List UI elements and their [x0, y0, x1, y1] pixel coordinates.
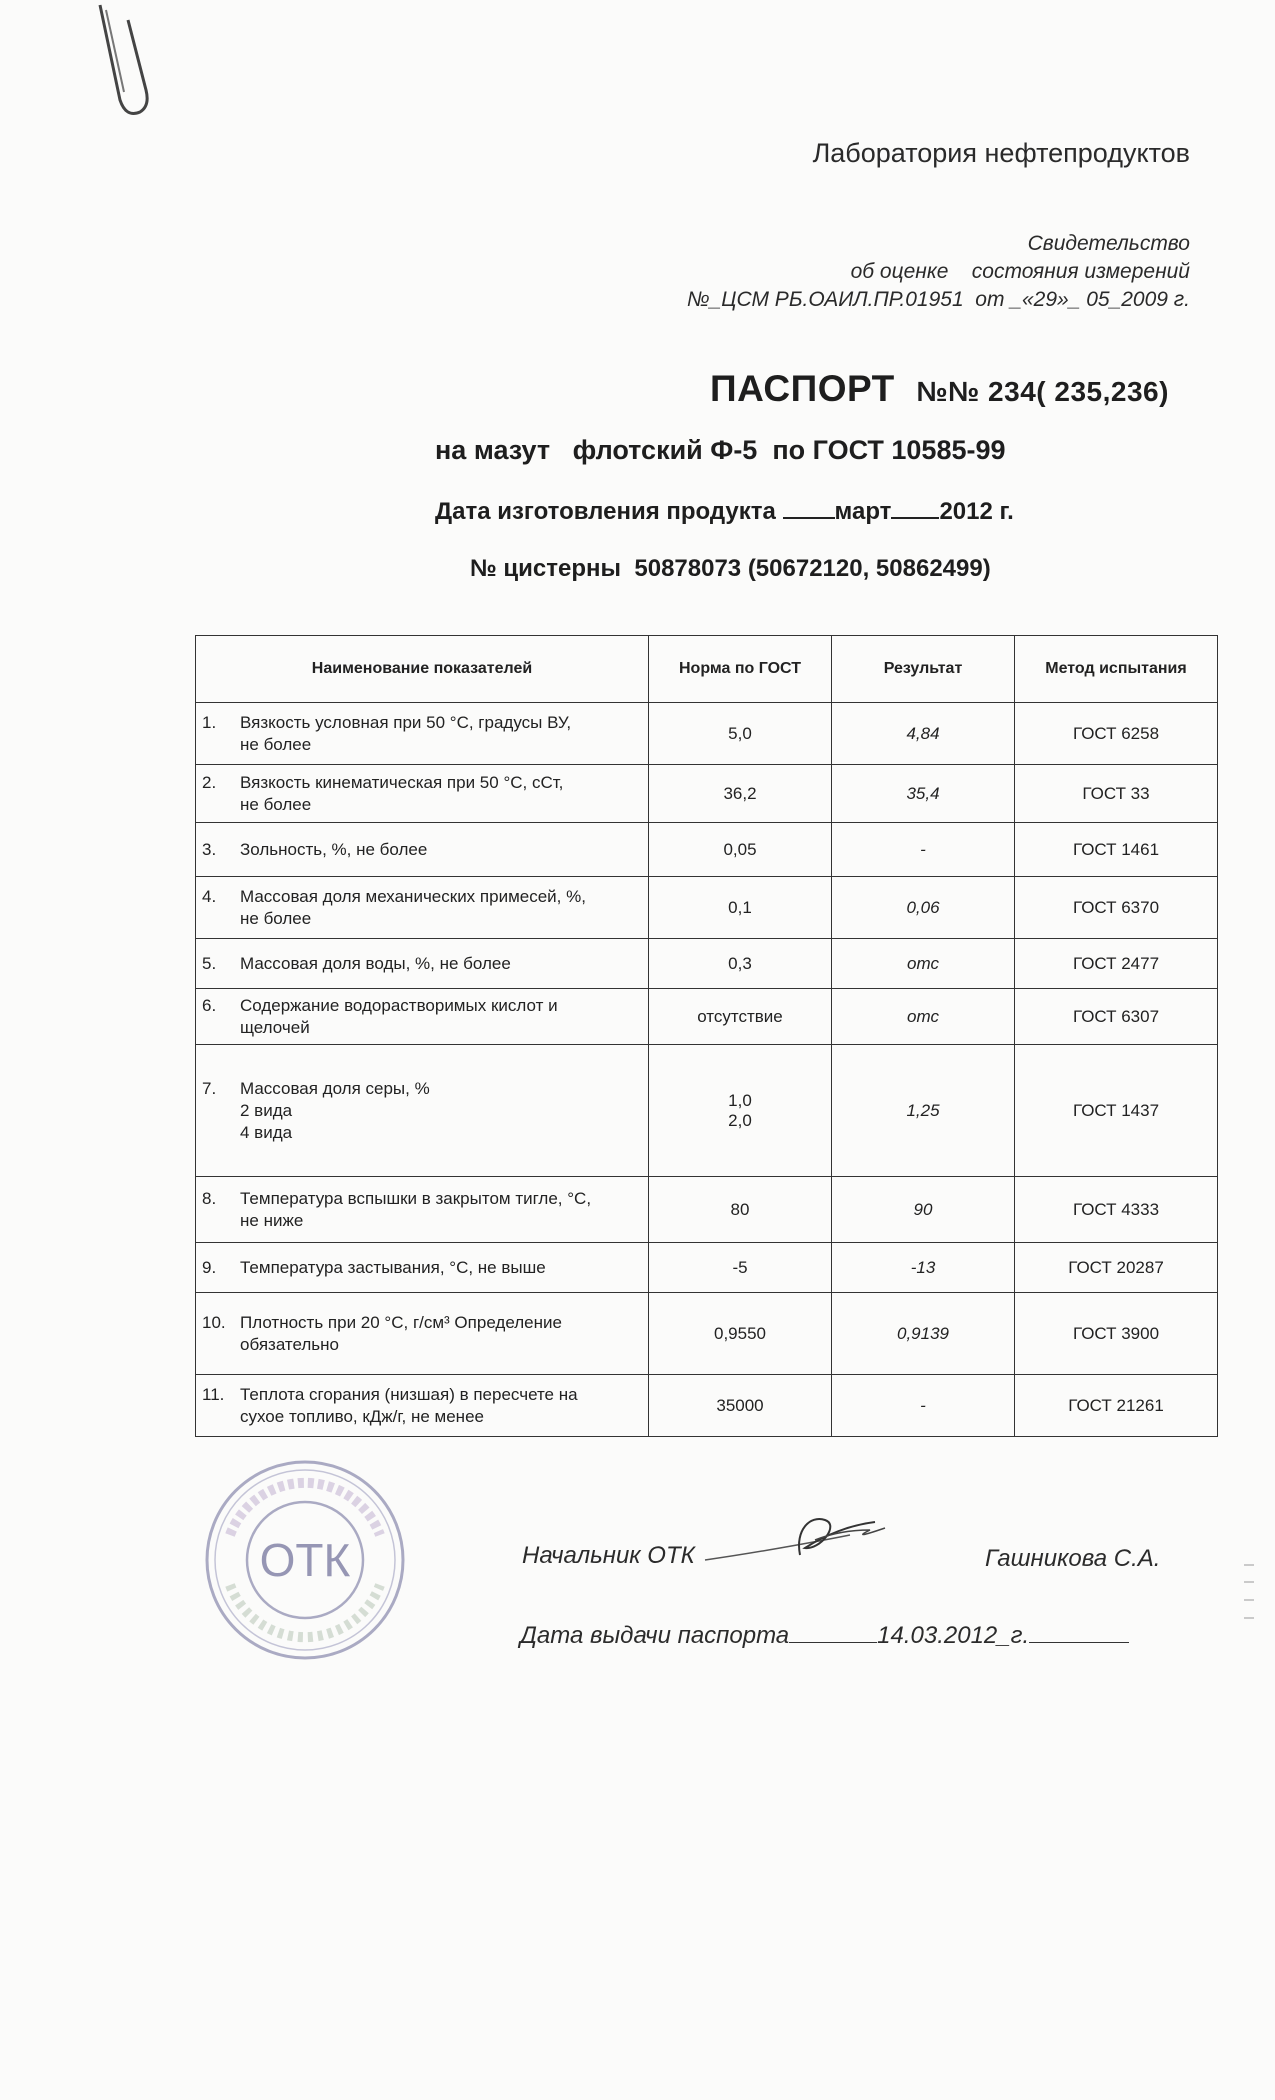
row-norm: 0,05 [649, 823, 832, 877]
issue-date-line [520, 1622, 1129, 1650]
row-method: ГОСТ 33 [1015, 765, 1218, 823]
row-result: 90 [832, 1177, 1015, 1243]
signatory-name: Гашникова С.А. [985, 1545, 1161, 1572]
row-result: 1,25 [832, 1045, 1015, 1177]
row-name: 4. Массовая доля механических примесей, %, не более [196, 877, 649, 939]
table-row [196, 989, 1218, 1045]
row-method: ГОСТ 3900 [1015, 1293, 1218, 1375]
row-method: ГОСТ 20287 [1015, 1243, 1218, 1293]
row-result: -13 [832, 1243, 1015, 1293]
certificate-block [570, 230, 1190, 314]
row-name: 5. Массовая доля воды, %, не более [196, 939, 649, 989]
production-date-month: март [834, 498, 892, 525]
row-result: 35,4 [832, 765, 1015, 823]
certificate-line-2: об оценке состояния измерений [850, 260, 1190, 283]
row-name: 8. Температура вспышки в закрытом тигле, °С, не ниже [196, 1177, 649, 1243]
row-norm: 80 [649, 1177, 832, 1243]
row-norm: 0,9550 [649, 1293, 832, 1375]
table-row [196, 1375, 1218, 1437]
row-method: ГОСТ 1461 [1015, 823, 1218, 877]
row-name: 10. Плотность при 20 °С, г/см³ Определение обязательно [196, 1293, 649, 1375]
table-row [196, 877, 1218, 939]
stamp-text: ОТК [259, 1534, 351, 1586]
header-method: Метод испытания [1015, 636, 1218, 703]
table-row [196, 1293, 1218, 1375]
table-row [196, 823, 1218, 877]
table-row [196, 765, 1218, 823]
row-method: ГОСТ 6258 [1015, 703, 1218, 765]
certificate-line-3: №_ЦСМ РБ.ОАИЛ.ПР.01951 от _«29»_ 05_2009 г. [686, 288, 1190, 311]
production-date-label: Дата изготовления продукта [435, 498, 776, 525]
paper-clip-icon [90, 0, 160, 125]
product-subtitle: на мазут флотский Ф-5 по ГОСТ 10585-99 [435, 435, 1006, 465]
row-method: ГОСТ 21261 [1015, 1375, 1218, 1437]
row-method: ГОСТ 6370 [1015, 877, 1218, 939]
tank-numbers: № цистерны 50878073 (50672120, 50862499) [470, 555, 991, 582]
parameters-table [195, 635, 1218, 1437]
header-norm: Норма по ГОСТ [649, 636, 832, 703]
row-name: 1. Вязкость условная при 50 °С, градусы ВУ, не более [196, 703, 649, 765]
passport-heading [710, 368, 1169, 410]
row-norm: -5 [649, 1243, 832, 1293]
otk-stamp-icon [200, 1455, 410, 1665]
row-result: отс [832, 939, 1015, 989]
row-result: 0,06 [832, 877, 1015, 939]
header-result: Результат [832, 636, 1015, 703]
row-norm: 36,2 [649, 765, 832, 823]
table-header-row [196, 636, 1218, 703]
table-row [196, 1243, 1218, 1293]
certificate-line-1: Свидетельство [1027, 232, 1190, 255]
row-norm: 1,0 2,0 [649, 1045, 832, 1177]
production-date-year: 2012 г. [939, 498, 1014, 525]
row-norm: 35000 [649, 1375, 832, 1437]
row-method: ГОСТ 2477 [1015, 939, 1218, 989]
table-row [196, 1045, 1218, 1177]
passport-title: ПАСПОРТ [710, 368, 895, 409]
row-method: ГОСТ 1437 [1015, 1045, 1218, 1177]
issue-date-label: Дата выдачи паспорта [520, 1622, 790, 1649]
table-row [196, 703, 1218, 765]
passport-number: №№ 234( [916, 376, 1047, 407]
production-date-line [435, 497, 1014, 526]
table-row [196, 939, 1218, 989]
row-name: 9. Температура застывания, °С, не выше [196, 1243, 649, 1293]
header-name: Наименование показателей [196, 636, 649, 703]
row-norm: 5,0 [649, 703, 832, 765]
row-name: 2. Вязкость кинематическая при 50 °С, сСт, не более [196, 765, 649, 823]
row-norm: 0,3 [649, 939, 832, 989]
table-row [196, 1177, 1218, 1243]
lab-title: Лаборатория нефтепродуктов [812, 138, 1190, 168]
passport-number-rest: 235,236) [1046, 376, 1169, 407]
row-name: 6. Содержание водорастворимых кислот и щелочей [196, 989, 649, 1045]
row-result: отс [832, 989, 1015, 1045]
row-norm: 0,1 [649, 877, 832, 939]
row-name: 11. Теплота сгорания (низшая) в пересчете на сухое топливо, кДж/г, не менее [196, 1375, 649, 1437]
row-name: 7. Массовая доля серы, % 2 вида 4 вида [196, 1045, 649, 1177]
row-name: 3. Зольность, %, не более [196, 823, 649, 877]
signature-role: Начальник ОТК [522, 1542, 695, 1569]
row-result: - [832, 823, 1015, 877]
row-result: 4,84 [832, 703, 1015, 765]
margin-marks-icon [1240, 1560, 1260, 1640]
row-result: 0,9139 [832, 1293, 1015, 1375]
row-method: ГОСТ 6307 [1015, 989, 1218, 1045]
row-result: - [832, 1375, 1015, 1437]
issue-date-value: 14.03.2012_г. [877, 1622, 1030, 1649]
row-method: ГОСТ 4333 [1015, 1177, 1218, 1243]
signature-icon [700, 1500, 890, 1580]
row-norm: отсутствие [649, 989, 832, 1045]
